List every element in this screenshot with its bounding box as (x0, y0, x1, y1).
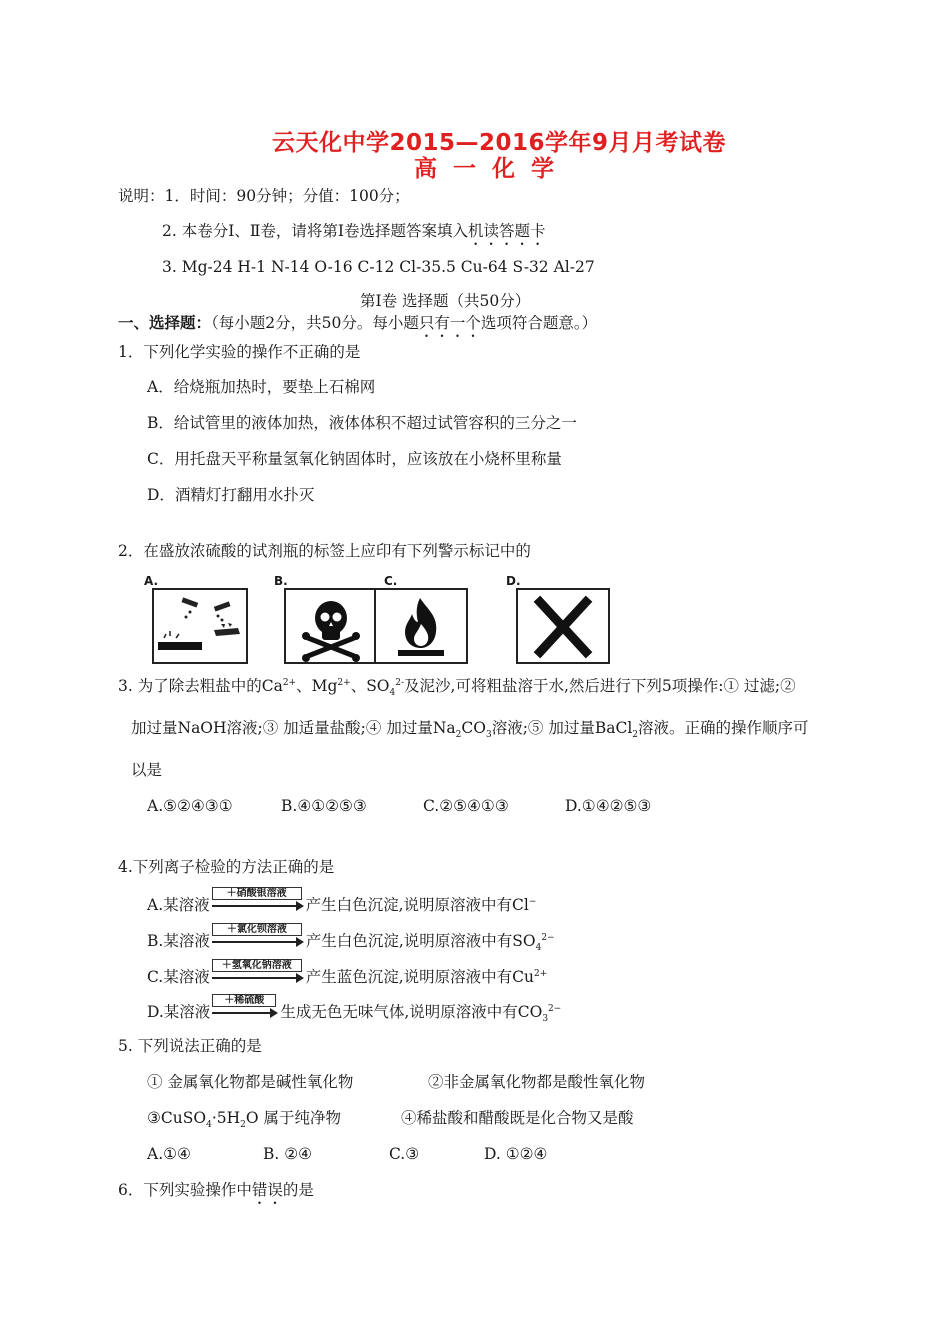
q3-sup-3: 2- (395, 677, 405, 688)
q3-sub-6: 2 (632, 730, 639, 741)
q3-option-d: D.①④②⑤③ (565, 797, 652, 815)
q5-option-c: C.③ (389, 1145, 420, 1163)
q4-option-b (147, 924, 555, 954)
q4-b-sub: 4 (535, 943, 542, 954)
q4-a-post: 产生白色沉淀,说明原溶液中有Cl (305, 896, 529, 914)
q1-option-a: A．给烧瓶加热时，要垫上石棉网 (147, 378, 376, 396)
q2-sign-c (360, 570, 470, 666)
q4-c-sup: 2+ (534, 968, 548, 979)
q5-statement-1: ① 金属氧化物都是碱性氧化物 (147, 1073, 354, 1091)
q3-text-5: 加过量NaOH溶液;③ 加适量盐酸;④ 加过量Na (131, 719, 456, 737)
q3-stem-line-2 (131, 718, 809, 741)
q4-stem-text: 4.下列离子检验的方法 (118, 858, 273, 876)
q3-text-3: 、SO (350, 677, 390, 695)
notes-prefix: 说明： (118, 187, 165, 205)
q3-stem-line-1 (118, 676, 796, 699)
q6-stem-emphasis: 错误 (251, 1181, 283, 1199)
note-2-emphasis: 机读答题卡 (468, 222, 546, 240)
q2-label-c: C. (384, 574, 398, 588)
exam-title: 云天化中学2015—2016学年9月月考试卷 (272, 130, 727, 156)
q5-s3-c: O 属于纯净物 (245, 1109, 341, 1127)
part-desc: （每小题2分，共50分。每小题 (211, 314, 419, 332)
q1-stem: 1．下列化学实验的操作不正确的是 (118, 343, 361, 361)
part-title: 一、选择题： (118, 313, 212, 332)
q3-option-a: A.⑤②④③① (147, 797, 233, 815)
section-heading: 第Ⅰ卷 选择题（共50分） (360, 292, 531, 310)
q3-text-6: CO (461, 719, 486, 737)
q5-statement-4: ④稀盐酸和醋酸既是化合物又是酸 (401, 1109, 634, 1127)
q2-label-d: D. (506, 574, 521, 588)
q2-label-b: B. (274, 574, 288, 588)
q2-sign-d (502, 570, 612, 666)
notes-line-2 (162, 221, 546, 249)
q6-stem (118, 1180, 314, 1208)
q1-option-c: C．用托盘天平称量氢氧化钠固体时，应该放在小烧杯里称量 (147, 450, 562, 468)
q4-c-post: 产生蓝色沉淀,说明原溶液中有Cu (305, 968, 535, 986)
q3-stem-line-3: 以是 (131, 761, 163, 779)
q4-d-post: 生成无色无味气体,说明原溶液中有CO (280, 1003, 543, 1021)
reaction-arrow (212, 960, 304, 984)
q5-statement-3 (147, 1108, 341, 1131)
q3-sub-4: 2 (455, 730, 462, 741)
q6-stem-text: 6．下列实验操作中 (118, 1181, 252, 1199)
reaction-arrow (212, 888, 304, 912)
q4-stem (118, 857, 334, 877)
q4-c-reagent: ＋氢氧化钠溶液 (212, 959, 302, 972)
q5-s3-b: ·5H (211, 1109, 241, 1127)
q5-statement-2: ②非金属氧化物都是酸性氧化物 (428, 1073, 646, 1091)
q4-b-sup: 2− (541, 932, 555, 943)
q4-b-pre: B.某溶液 (147, 932, 210, 950)
q3-option-b: B.④①②⑤③ (281, 797, 367, 815)
q5-option-d: D. ①②④ (484, 1145, 548, 1163)
q4-d-reagent: ＋稀硫酸 (212, 994, 276, 1007)
q2-label-a: A. (144, 574, 159, 588)
q4-d-pre: D.某溶液 (147, 1003, 211, 1021)
q6-stem-text-2: 的是 (282, 1181, 314, 1199)
q4-d-sub: 3 (542, 1014, 549, 1025)
q4-option-c (147, 960, 548, 987)
q1-option-d: D．酒精灯打翻用水扑灭 (147, 486, 315, 504)
q3-sup-1: 2+ (282, 677, 297, 688)
reaction-arrow (212, 995, 278, 1019)
q4-option-a (147, 888, 537, 915)
q1-option-b: B．给试管里的液体加热，液体体积不超过试管容积的三分之一 (147, 414, 577, 432)
q4-c-pre: C.某溶液 (147, 968, 210, 986)
part-desc-end: 选项符合题意。） (480, 314, 598, 332)
q3-text-8: 溶液。正确的操作顺序可 (638, 719, 809, 737)
q3-text-2: 、Mg (296, 677, 338, 695)
q5-s3-a: ③CuSO (147, 1109, 207, 1127)
harmful-x-icon (516, 588, 610, 664)
q2-sign-a (140, 570, 250, 666)
q3-text-7: 溶液;⑤ 加过量BaCl (491, 719, 633, 737)
note-2: 2. 本卷分Ⅰ、Ⅱ卷，请将第Ⅰ卷选择题答案填入 (162, 222, 468, 240)
q3-sub-3: 4 (389, 688, 396, 699)
q2-stem: 2．在盛放浓硫酸的试剂瓶的标签上应印有下列警示标记中的 (118, 542, 531, 560)
part-desc-emphasis: 只有一个 (418, 314, 481, 332)
q4-option-d (147, 995, 562, 1025)
q3-sup-2: 2+ (337, 677, 351, 688)
q4-b-post: 产生白色沉淀,说明原溶液中有SO (305, 932, 536, 950)
q3-text-4: 及泥沙,可将粗盐溶于水,然后进行下列5项操作:① 过滤;② (404, 677, 796, 695)
flammable-icon (374, 588, 468, 664)
q3-option-c: C.②⑤④①③ (423, 797, 509, 815)
q5-option-a: A.①④ (147, 1145, 191, 1163)
q5-s3-sub: 4 (206, 1120, 212, 1131)
note-3: 3. Mg-24 H-1 N-14 O-16 C-12 Cl-35.5 Cu-64 S-32 Al-27 (162, 258, 595, 276)
q4-stem-text-2: 正确的是 (272, 858, 335, 876)
note-1: 1．时间：90分钟；分值：100分； (164, 187, 410, 205)
q4-a-pre: A.某溶液 (147, 896, 210, 914)
notes-line-1 (118, 186, 410, 206)
q5-s3-sub2: 2 (240, 1120, 246, 1131)
q4-d-sup: 2− (548, 1003, 562, 1014)
q5-stem: 5. 下列说法正确的是 (118, 1037, 262, 1055)
q4-b-reagent: ＋氯化钡溶液 (212, 923, 302, 936)
q5-option-b: B. ②④ (263, 1145, 313, 1163)
corrosive-icon (152, 588, 248, 664)
q4-a-sup: − (528, 896, 537, 907)
q3-sub-5: 3 (485, 730, 492, 741)
reaction-arrow (212, 924, 304, 948)
q4-a-reagent: ＋硝酸银溶液 (212, 887, 302, 900)
q3-text-1: 3. 为了除去粗盐中的Ca (118, 677, 283, 695)
exam-subtitle: 高 一 化 学 (414, 156, 559, 182)
part-instructions (118, 313, 597, 341)
